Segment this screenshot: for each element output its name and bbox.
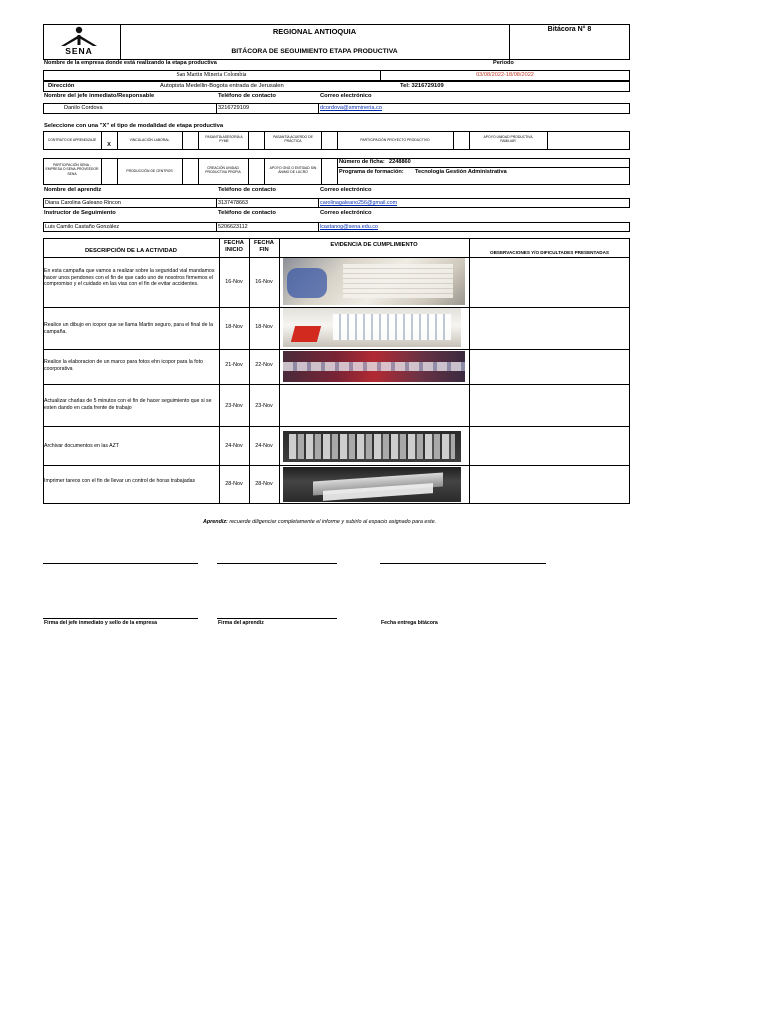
mod2-div-1 [101, 158, 102, 185]
sig-line-top-2 [217, 563, 337, 564]
row-1-evidence-photo [283, 258, 465, 305]
instructor-tel-label: Teléfono de contacto [218, 210, 276, 216]
row-6-description: Imprimer tareos con el fin de llevar un control de horas trabajadas [44, 478, 196, 484]
aprendiz-note-bold: Aprendiz: [203, 519, 228, 525]
row-3-description: Realice la elaboracion de un marco para fotos ehn icopor para la foto coorporativa [44, 359, 203, 372]
regional-title: REGIONAL ANTIOQUIA [272, 27, 357, 36]
ficha-value: 2248860 [389, 159, 411, 165]
row-2-photo-board [333, 314, 451, 340]
modalidad-pasantia-pyme: PASANTÍA ASESORÍA A PYME [205, 135, 243, 144]
modalidad-pasantia-acuerdo: PASANTÍA ACUERDO DE PRÁCTICA [273, 135, 313, 144]
aprendiz-tel: 3137478663 [218, 200, 248, 206]
aprendiz-email-label: Correo electrónico [320, 187, 372, 193]
programa-label: Programa de formación: [339, 169, 404, 175]
col-inicio-2: INICIO [225, 247, 243, 253]
row-6-evidence-photo [283, 467, 461, 502]
row-1-fin: 16-Nov [255, 279, 273, 285]
col-fin-1: FECHA [254, 240, 274, 246]
instructor-email-link[interactable]: lcastanog@sena.edu.co [320, 224, 378, 230]
col-evidencia: EVIDENCIA DE CUMPLIMIENTO [330, 242, 418, 248]
instructor-name: Luis Camilo Castaño González [45, 224, 120, 230]
sig-fecha-label: Fecha entrega bitácora [381, 620, 438, 626]
row-6-inicio: 28-Nov [225, 481, 243, 487]
instructor-email-label: Correo electrónico [320, 210, 372, 216]
aprendiz-email-link[interactable]: carolinagaleano256@gmail.com [320, 200, 398, 206]
col-inicio-1: FECHA [224, 240, 244, 246]
modalidad-label: Seleccione con una "X" el tipo de modalidad de etapa productiva [44, 123, 224, 129]
instructor-tel: 5206623112 [218, 224, 248, 230]
modalidad-proyecto: PARTICIPACIÓN PROYECTO PRODUCTIVO [360, 138, 430, 142]
row-4-description: Actualizar charlas de 5 minutos con el fin de hacer seguimiento que si se esten dando en cada frente de trabajo [44, 398, 212, 411]
row-sep-2 [43, 349, 630, 350]
modalidad-creacion: CREACIÓN UNIDAD PRODUCTIVA PROPIA [205, 166, 241, 175]
mod1-div-11 [547, 131, 548, 150]
jefe-label: Nombre del jefe inmediato/Responsable [44, 93, 155, 99]
instructor-divider-2 [318, 222, 319, 232]
row-2-fin: 18-Nov [255, 324, 273, 330]
mod2-div-6 [264, 158, 265, 185]
jefe-divider-1 [216, 103, 217, 114]
logo-text: SENA [65, 46, 93, 56]
row-1-inicio: 16-Nov [225, 279, 243, 285]
aprendiz-name: Diana Carolina Galeano Rincon [45, 200, 121, 206]
empresa-value: San Martin Mineria Colombia [176, 72, 247, 78]
jefe-tel: 3216729109 [218, 105, 250, 111]
instructor-divider-1 [216, 222, 217, 232]
row-5-description: Archivar documentos en las AZT [44, 443, 119, 449]
modalidad-vinculacion: VINCULACIÓN LABORAL [129, 138, 170, 142]
col-fin-2: FIN [259, 247, 269, 253]
row-5-evidence-photo [283, 431, 461, 462]
sig-line-aprendiz [217, 618, 337, 619]
modalidad-apoyo-familiar: APOYO UNIDAD PRODUCTIVA FAMILIAR [483, 135, 533, 144]
row-3-fin: 22-Nov [255, 362, 273, 368]
sig-aprendiz-label: Firma del aprendiz [218, 620, 264, 626]
row-5-photo-binders [289, 434, 455, 459]
sig-jefe-label: Firma del jefe inmediato y sello de la empresa [44, 620, 158, 626]
periodo-value: 03/08/2022-18/08/2022 [476, 72, 534, 78]
row-2-photo-red-shape [291, 326, 321, 342]
direccion-value: Autopista Medellin-Bogota entrada de Jerusalen [160, 83, 284, 89]
row-sep-5 [43, 465, 630, 466]
mod2-div-7 [321, 158, 322, 185]
mod2-div-4 [198, 158, 199, 185]
row-4-inicio: 23-Nov [225, 403, 243, 409]
mod1-div-9 [453, 131, 454, 150]
row-3-inicio: 21-Nov [225, 362, 243, 368]
modalidad-contrato: CONTRATO DE APRENDIZAJE [47, 138, 97, 142]
col-observaciones: OBSERVACIONES Y/O DIFICULTADES PRESENTADAS [490, 250, 609, 255]
jefe-email-link[interactable]: dcordova@smmineria.co [320, 105, 382, 111]
jefe-tel-label: Teléfono de contacto [218, 93, 276, 99]
direccion-label: Dirección [48, 83, 75, 89]
row-2-inicio: 18-Nov [225, 324, 243, 330]
modalidad-mark[interactable]: X [107, 142, 111, 148]
sig-line-top-1 [43, 563, 198, 564]
mod2-ficha-divider [337, 167, 630, 168]
mod2-div-8 [337, 158, 338, 185]
direccion-row [43, 81, 630, 92]
row-3-photo-band [283, 362, 465, 371]
modalidad-produccion: PRODUCCIÓN DE CENTROS [126, 169, 173, 173]
mod1-div-5 [248, 131, 249, 150]
aprendiz-divider-1 [216, 198, 217, 208]
mod1-div-6 [264, 131, 265, 150]
jefe-email-label: Correo electrónico [320, 93, 372, 99]
instructor-label: Instructor de Seguimiento [44, 210, 116, 216]
row-3-evidence-photo [283, 351, 465, 382]
row-5-inicio: 24-Nov [225, 443, 243, 449]
programa-value: Tecnologia Gestión Administrativa [415, 169, 507, 175]
aprendiz-note-text: recuerde diligenciar completamente el informe y subirlo al espacio asignado para este. [227, 519, 437, 525]
bitacora-number: Bitácora N° 8 [547, 26, 592, 33]
empresa-label: Nombre de la empresa donde está realizando la etapa productiva [44, 60, 217, 66]
row-5-fin: 24-Nov [255, 443, 273, 449]
mod2-div-3 [182, 158, 183, 185]
mod1-div-7 [321, 131, 322, 150]
jefe-divider-2 [318, 103, 319, 114]
periodo-label: Periodo [493, 60, 514, 66]
mod1-div-4 [198, 131, 199, 150]
row-4-fin: 23-Nov [255, 403, 273, 409]
row-2-description: Realice un dibujo en icopor que se llama Martin seguro, para el final de la campaña. [44, 322, 213, 335]
row-sep-4 [43, 426, 630, 427]
row-1-photo-banner [343, 264, 453, 298]
aprendiz-note [203, 520, 436, 525]
mod1-div-10 [469, 131, 470, 150]
empresa-tel: Tel: 3216729109 [400, 83, 444, 89]
aprendiz-divider-2 [318, 198, 319, 208]
row-1-description: En esta campaña que vamos a realizar sobre la seguridad vial mandamos hacer unos pendones con el fin de que cado uno de nosotros firmemos el compromiso y el cuidado en las vias con el fin de evitar accidentes. [44, 268, 215, 288]
form-title: BITÁCORA DE SEGUIMIENTO ETAPA PRODUCTIVA [231, 48, 398, 55]
aprendiz-label: Nombre del aprendiz [44, 187, 102, 193]
ficha-label: Número de ficha: [339, 159, 385, 165]
row-1-photo-detail [287, 268, 327, 298]
row-6-fin: 28-Nov [255, 481, 273, 487]
modalidad-apoyo-ong: APOYO ONG O ENTIDAD SIN ÁNIMO DE LUCRO [269, 166, 317, 175]
sig-line-top-3 [380, 563, 546, 564]
aprendiz-tel-label: Teléfono de contacto [218, 187, 276, 193]
mod2-div-5 [248, 158, 249, 185]
row-2-evidence-photo [283, 308, 461, 347]
mod1-div-3 [182, 131, 183, 150]
modalidad-participacion: PARTICIPACIÓN SENA - EMPRESA O SENA-PROVEEDOR SENA [45, 163, 99, 176]
col-descripcion: DESCRIPCIÓN DE LA ACTIVIDAD [84, 248, 177, 254]
row-sep-3 [43, 384, 630, 385]
jefe-name: Danilo Cordova [64, 105, 103, 111]
sig-line-jefe [43, 618, 198, 619]
